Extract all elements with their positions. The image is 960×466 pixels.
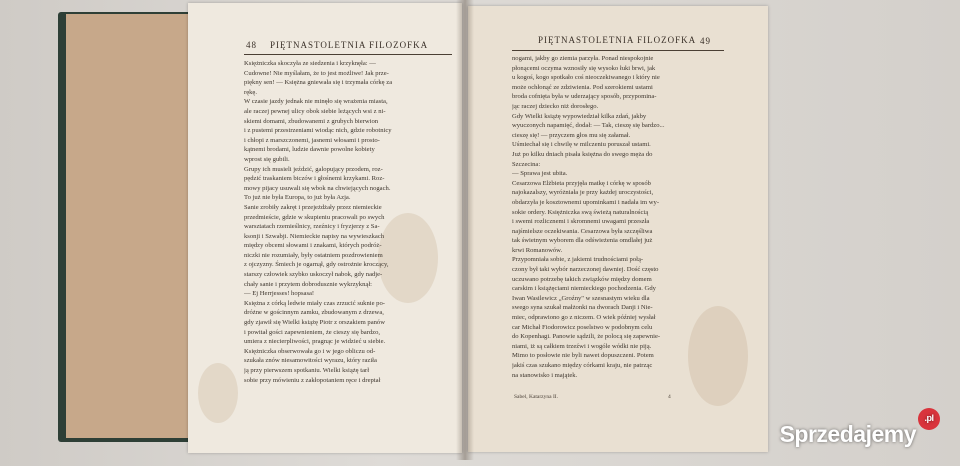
text-line: piękny sen! — Księżna gniewała się i trzymała córkę za (244, 79, 393, 87)
text-line: miec, odprawiono go z niczem. O wiek później wysłał (512, 314, 656, 322)
right-page-number: 49 (700, 36, 711, 46)
text-line: Sanie zrobiły zakręt i przejeżdżały przez niemieckie (244, 203, 382, 211)
left-page (188, 3, 462, 453)
text-line: swego syna szukał małżonki na dworach Danji i Nie- (512, 304, 653, 312)
text-line: nogami, jakby go ziemia parzyła. Ponad niespokojnie (512, 55, 654, 62)
text-line: Księżniczka skoczyła ze siedzenia i krzyknęła: — (244, 60, 376, 67)
text-line: i chłopi z marszczonemi, jasnemi włosami i prosto- (244, 136, 380, 144)
text-line: Już po kilku dniach pisała księżna do swego męża do (512, 150, 653, 158)
text-line: pędzić traskaniem biczów i głośnemi krzykami. Roz- (244, 175, 385, 183)
text-line: ale raczej pewnej ulicy obok siebie leżących wsi z ni- (244, 107, 386, 115)
text-line: i powitał gości zapewnieniem, że cieszy się bardzo, (244, 328, 381, 336)
right-page-text (512, 54, 726, 380)
right-page (468, 6, 768, 452)
text-line: Grupy ich musieli jeździć, galopujący przodem, roz- (244, 165, 383, 173)
text-line: do Kopenhagi. Panowie sądzili, że polocą się zapewnie- (512, 333, 661, 341)
text-line: jąc raczej dziecko niż dorosłego. (512, 102, 599, 110)
text-line: między obcemi słowami i znakami, których podróż- (244, 242, 382, 250)
text-line: na stanowisko i majątek. (512, 371, 578, 379)
text-line: To już nie była Europa, to już była Azja. (244, 194, 351, 202)
text-line: sokie ordery. Księżniczka swą świeżą naturalnością (512, 208, 649, 216)
text-line: umiera z niecierpliwości, pragnąc je widzieć u siebie. (244, 338, 386, 346)
text-line: car Michał Fiodorowicz poselstwo w podobnym celu (512, 323, 653, 331)
text-line: mowy pijacy usuwali się wbok na chwiejących nogach. (244, 184, 391, 192)
text-line: skiemi domami, zbudowanemi z grubych bierwion (244, 117, 379, 125)
text-line: tak świetnym wyborem dla odświeżenia omdlałej już (512, 237, 653, 245)
left-page-text (244, 59, 454, 385)
right-page-signature-mark: 4 (668, 394, 671, 400)
text-line: W czasie jazdy jednak nie minęło się wrażenia miasta, (244, 98, 388, 106)
right-running-title: PIĘTNASTOLETNIA FILOZOFKA (538, 35, 697, 45)
text-line: rękę. (244, 88, 257, 96)
text-line: Gdy Wielki książę wypowiedział kilka zdań, jakby (512, 112, 647, 120)
text-line: najokazalszy, wyróżniała je przy każdej uroczystości, (512, 189, 654, 197)
text-line: Księżniczka obserwowała go i w jego obliczu od- (244, 347, 376, 355)
text-line: może ochłonąć ze zdziwienia. Pod szerokiemi ustami (512, 83, 653, 91)
text-line: gdy zjawił się Wielki książę Piotr z orszakiem panów (244, 319, 385, 327)
text-line: ksonji i Szwabji. Niemieckie napisy na wywieszkach (244, 232, 385, 240)
left-running-title: PIĘTNASTOLETNIA FILOZOFKA (270, 40, 429, 50)
text-line: broda cofnięta była w uderzający sposób, przypomina- (512, 93, 657, 101)
left-page-number: 48 (246, 40, 257, 50)
left-header-rule (244, 54, 452, 55)
text-line: czony był taki wybór narzeczonej dawniej. Dość często (512, 266, 659, 274)
endpaper (66, 14, 206, 438)
text-line: Uśmiechał się i chwilę w milczeniu poruszał ustami. (512, 141, 651, 149)
text-line: płonącemi oczyma wznosiły się wysoko łuki brwi, jak (512, 64, 656, 72)
text-line: obdarzyła je kosztownemi upominkami i nadała im wy- (512, 198, 660, 206)
text-line: Cudowne! Nie myślałam, że to jest możliwe! Jak prze- (244, 69, 389, 77)
text-line: cieszę się! — przyczem głos mu się załamał. (512, 131, 631, 139)
text-line: Przypomniała sobie, z jakiemi trudnościami połą- (512, 256, 644, 264)
text-line: uczuwano potrzebę takich związków między domem (512, 275, 652, 283)
paper-stain (198, 363, 238, 423)
text-line: niczki nie rozumiały, były ostatniem pozdrowieniem (244, 251, 383, 259)
watermark (779, 413, 940, 448)
book-gutter (456, 0, 474, 460)
text-line: Cesarzowa Elżbieta przyjęła matkę i córkę w sposób (512, 179, 651, 187)
text-line: dróżne w gościnnym zamku, zbudowanym z drzewa, (244, 309, 384, 317)
text-line: jakiś czas szukano między córkami kraju, nie patrząc (512, 362, 653, 369)
text-line: szukała znów niesamowitości wyrazu, który raziła (244, 357, 377, 365)
text-line: — Ej Herrjesses! hopsasa! (244, 290, 315, 298)
text-line: najśmielsze oczekiwania. Cesarzowa była szczęśliwa (512, 227, 653, 235)
watermark-brand: Sprzedajemy (779, 421, 916, 447)
text-line: sobie przy mówieniu z zakłopotaniem ręce i dreptał (244, 376, 381, 384)
text-line: przedmieście, gdzie w skupieniu pracowali po swych (244, 213, 385, 221)
text-line: Księżna z córką ledwie miały czas zrzucić suknie po- (244, 299, 385, 307)
text-line: Mimo to posłowie nie byli nawet dopuszczeni. Potem (512, 352, 654, 360)
text-line: Szczecina: (512, 160, 541, 168)
text-line: wyuczonych napamięć, dodał: — Tak, cieszę się bardzo... (512, 122, 665, 130)
text-line: wprost się gubili. (244, 155, 290, 163)
watermark-badge: .pl (918, 408, 940, 430)
text-line: niami, iż są całkiem trzeźwi i wogóle wódki nie piją. (512, 342, 652, 350)
text-line: u kogoś, kogo spotkało coś nieoczekiwanego i który nie (512, 74, 660, 82)
text-line: chały sanie i przytem dobrodusznie wykrzyknął: (244, 280, 372, 288)
text-line: krwi Romanowów. (512, 246, 563, 254)
text-line: starszy człowiek szybko uskoczył nabok, gdy nadje- (244, 271, 383, 279)
text-line: — Sprawa jest ubita. (512, 170, 568, 178)
text-line: Iwan Wasilewicz „Groźny" w szesnastym wieku dla (512, 294, 650, 302)
right-page-footer: Sabel, Katarzyna II. (514, 394, 558, 400)
text-line: carskim i książęciami niemieckiego pochodzenia. Gdy (512, 285, 656, 293)
right-header-rule (512, 50, 724, 51)
text-line: i swemi rozlicznemi i skromnemi uwagami przeszła (512, 218, 650, 226)
text-line: i z pustemi przestrzeniami wiodąc nich, gdzie robotnicy (244, 127, 392, 135)
text-line: ją przy pierwszem spotkaniu. Wielki książę tarł (244, 367, 370, 374)
text-line: z ojczyzny. Śmiech je ogarnął, gdy ostrożnie kroczący, (244, 261, 389, 269)
text-line: kątnemi brodami, ludzie dawnie powolne kobiety (244, 146, 375, 154)
text-line: warsztatach rzemieślnicy, rzeźnicy i fryzjerzy z Sa- (244, 223, 380, 231)
